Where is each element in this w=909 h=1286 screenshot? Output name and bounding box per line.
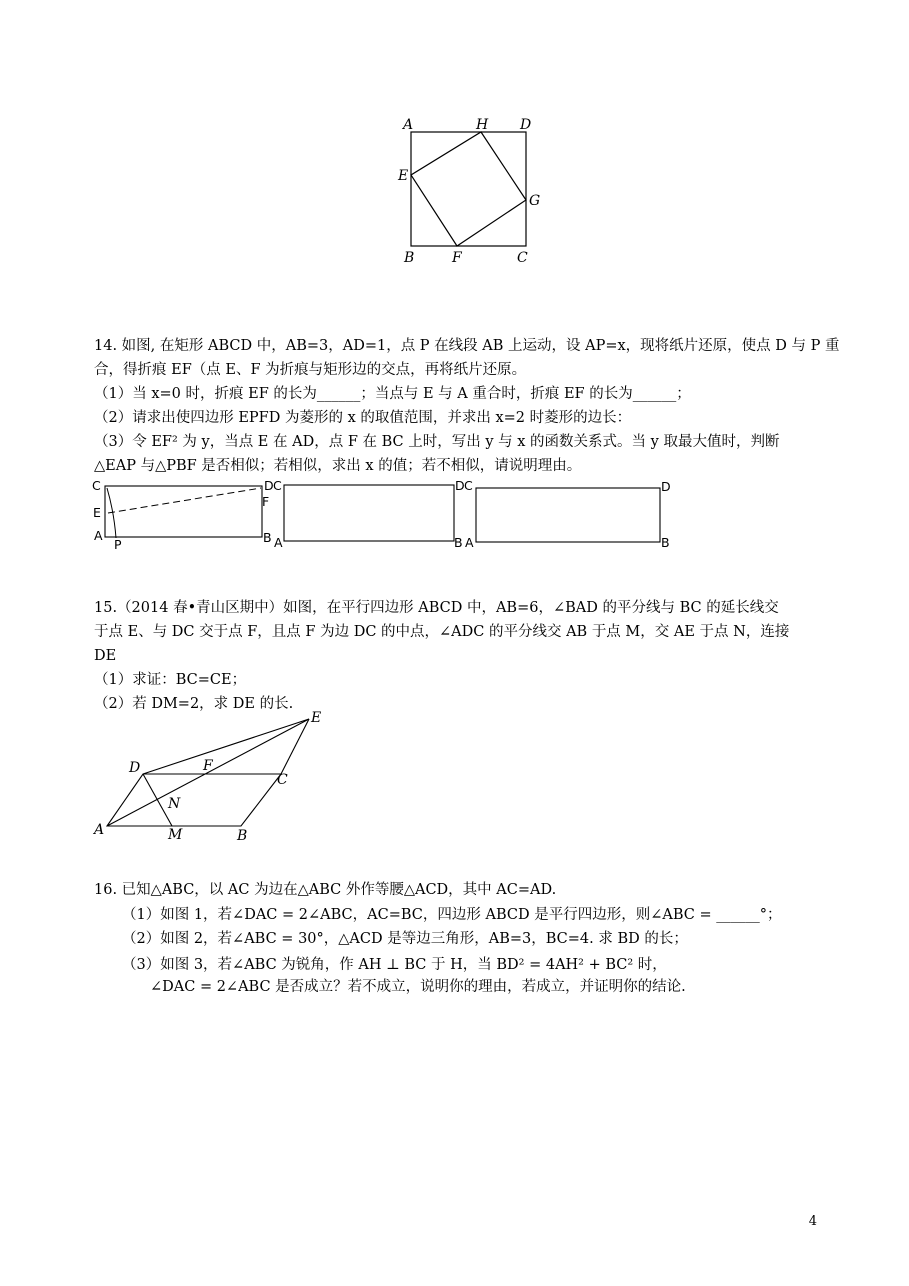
q15-line-5: （2）若 DM=2，求 DE 的长. <box>94 696 294 712</box>
rect-3 <box>476 488 660 542</box>
q15-line-3: DE <box>94 648 117 664</box>
q16-line-2: （1）如图 1，若∠DAC = 2∠ABC，AC=BC，四边形 ABCD 是平行四边形，则∠ABC = ______°； <box>122 907 782 923</box>
label-E1: E <box>93 505 101 520</box>
page-number: 4 <box>808 1214 817 1229</box>
square-outline <box>411 132 526 246</box>
label-D1: D <box>264 478 274 493</box>
label-A: A <box>94 822 105 838</box>
q14-line-2: 合，得折痕 EF（点 E、F 为折痕与矩形边的交点，再将纸片还原。 <box>94 362 527 378</box>
q14-line-5: （3）令 EF² 为 y，当点 E 在 AD，点 F 在 BC 上时，写出 y 与 x 的函数关系式。当 y 取最大值时，判断 <box>94 434 780 450</box>
rect-1 <box>105 486 262 537</box>
label-H: H <box>476 117 489 133</box>
label-E: E <box>398 168 409 184</box>
q14-line-6: △EAP 与△PBF 是否相似；若相似，求出 x 的值；若不相似，请说明理由。 <box>94 458 582 474</box>
q14-line-4: （2）请求出使四边形 EPFD 为菱形的 x 的取值范围，并求出 x=2 时菱形的边长： <box>94 410 632 426</box>
parallelogram-ABCD <box>107 774 281 826</box>
q15-line-2: 于点 E、与 DC 交于点 F，且点 F 为边 DC 的中点，∠ADC 的平分线交 AB 于点 M，交 AE 于点 N，连接 <box>94 624 790 640</box>
label-D: D <box>129 760 141 776</box>
label-C: C <box>517 250 528 266</box>
rect-2 <box>284 485 454 541</box>
fold-line <box>108 488 261 513</box>
label-D: D <box>520 117 532 133</box>
label-D2: D <box>455 478 465 493</box>
q16-line-5: ∠DAC = 2∠ABC 是否成立？若不成立，说明你的理由，若成立，并证明你的结论. <box>150 979 686 995</box>
label-C3: C <box>464 478 473 493</box>
parallelogram-figure <box>90 710 340 845</box>
q15-line-1: 15.（2014 春•青山区期中）如图，在平行四边形 ABCD 中，AB=6，∠BAD 的平分线与 BC 的延长线交 <box>94 600 779 616</box>
label-F1: F <box>262 494 270 509</box>
label-M: M <box>168 827 183 843</box>
label-D3: D <box>661 479 671 494</box>
label-N: N <box>168 796 181 812</box>
label-B: B <box>237 828 248 844</box>
label-B3: B <box>661 535 670 550</box>
label-P1: P <box>114 537 122 552</box>
label-C2: C <box>273 478 282 493</box>
label-C1: C <box>92 478 101 493</box>
q16-line-1: 16. 已知△ABC，以 AC 为边在△ABC 外作等腰△ACD，其中 AC=AD. <box>94 882 557 898</box>
label-F: F <box>203 758 213 774</box>
q16-line-3: （2）如图 2，若∠ABC = 30°，△ACD 是等边三角形，AB=3，BC=4. 求 BD 的长； <box>122 931 688 947</box>
square-figure <box>390 112 550 267</box>
inscribed-quadrilateral <box>411 132 526 246</box>
label-G: G <box>529 193 541 209</box>
label-E: E <box>311 710 322 726</box>
q16-line-4: （3）如图 3，若∠ABC 为锐角，作 AH ⊥ BC 于 H，当 BD² = 4AH² + BC² 时， <box>122 957 667 973</box>
line-DE <box>143 719 309 774</box>
label-A1: A <box>94 528 103 543</box>
label-A3: A <box>465 535 474 550</box>
label-B2: B <box>454 535 463 550</box>
label-A2: A <box>274 535 283 550</box>
q14-line-3: （1）当 x=0 时，折痕 EF 的长为______；当点与 E 与 A 重合时，折痕 EF 的长为______； <box>94 386 691 402</box>
label-A: A <box>403 117 414 133</box>
label-B: B <box>404 250 415 266</box>
q14-figures <box>90 476 690 552</box>
q15-line-4: （1）求证：BC=CE； <box>94 672 247 688</box>
label-F: F <box>452 250 462 266</box>
label-B1: B <box>263 530 272 545</box>
label-C: C <box>277 772 288 788</box>
q14-line-1: 14. 如图, 在矩形 ABCD 中，AB=3，AD=1，点 P 在线段 AB 上运动，设 AP=x，现将纸片还原，使点 D 与 P 重 <box>94 338 840 354</box>
